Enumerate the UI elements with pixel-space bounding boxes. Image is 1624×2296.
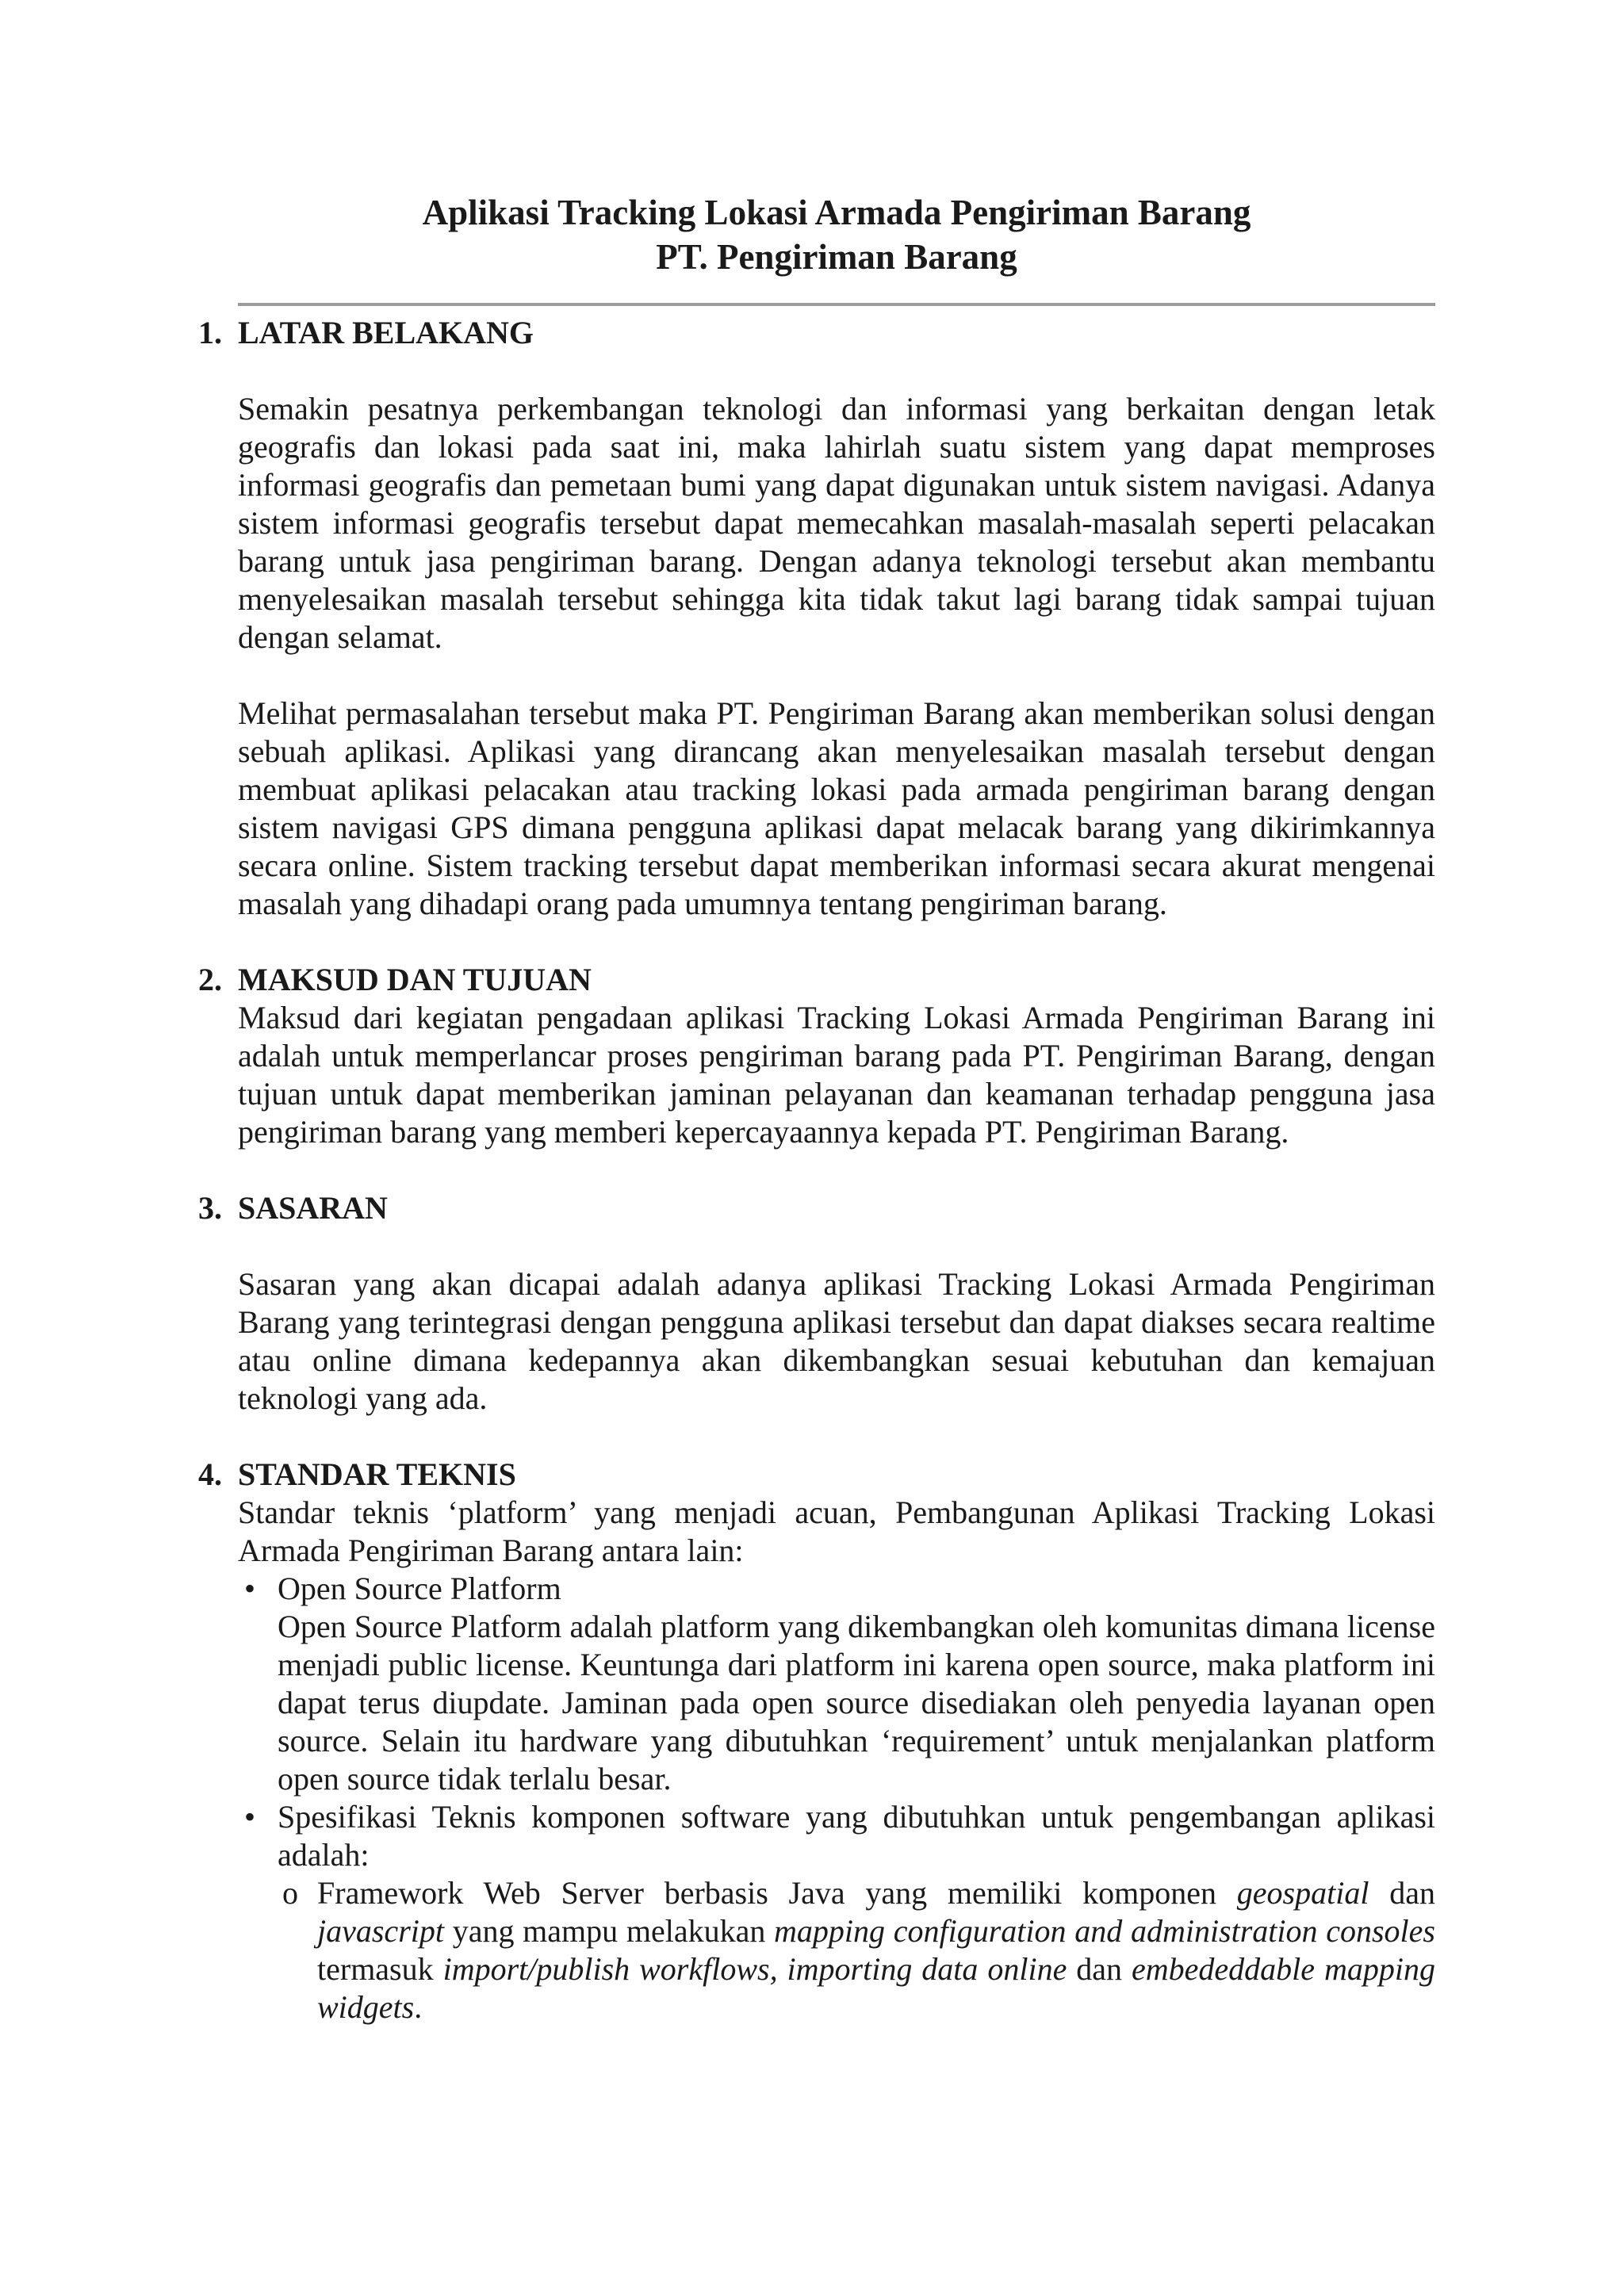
section-sasaran (198, 1189, 1435, 1418)
section-title: MAKSUD DAN TUJUAN (238, 962, 592, 997)
paragraph: Semakin pesatnya perkembangan teknologi dan informasi yang berkaitan dengan letak geografis dan lokasi pada saat ini, maka lahirlah suatu sistem yang dapat memproses informasi geografis dan pemetaan bumi yang dapat digunakan untuk sistem navigasi. Adanya sistem informasi geografis tersebut dapat memecahkan masalah-masalah seperti pelacakan barang untuk jasa pengiriman barang. Dengan adanya teknologi tersebut akan membantu menyelesaikan masalah tersebut sehingga kita tidak takut lagi barang tidak sampai tujuan dengan selamat. (238, 391, 1435, 655)
text-run: Framework Web Server berbasis Java yang memiliki komponen (317, 1875, 1237, 1911)
title-line-2: PT. Pengiriman Barang (656, 237, 1017, 277)
italic-term: embededdable mapping widgets (317, 1951, 1435, 2025)
paragraph: Standar teknis ‘platform’ yang menjadi acuan, Pembangunan Aplikasi Tracking Lokasi Armada Pengiriman Barang antara lain: (238, 1494, 1435, 1568)
paragraph: Melihat permasalahan tersebut maka PT. Pengiriman Barang akan memberikan solusi dengan sebuah aplikasi. Aplikasi yang dirancang akan menyelesaikan masalah tersebut dengan membuat aplikasi pelacakan atau tracking lokasi pada armada pengiriman barang dengan sistem navigasi GPS dimana pengguna aplikasi dapat melacak barang yang dikirimkannya secara online. Sistem tracking tersebut dapat memberikan informasi secara akurat mengenai masalah yang dihadapi orang pada umumnya tentang pengiriman barang. (238, 695, 1435, 921)
text-run: yang mampu melakukan (443, 1913, 775, 1949)
sub-bullet-marker: o (282, 1875, 298, 1911)
section-heading (198, 961, 1435, 999)
sub-list-item-text (317, 1874, 1435, 2026)
italic-term: javascript (317, 1913, 444, 1949)
sub-list-item (282, 1874, 1435, 2026)
section-maksud-dan-tujuan (198, 961, 1435, 1151)
section-number: 1. (198, 315, 222, 350)
section-number: 3. (198, 1190, 222, 1226)
bullet-marker: • (244, 1571, 256, 1606)
section-title: STANDAR TEKNIS (238, 1456, 516, 1492)
section-latar-belakang (198, 314, 1435, 923)
italic-term: mapping configuration and administration consoles (774, 1913, 1435, 1949)
text-run: termasuk (317, 1951, 443, 1987)
section-title: SASARAN (238, 1190, 388, 1226)
section-heading (198, 1456, 1435, 1494)
text-run: dan (1369, 1875, 1435, 1911)
bullet-marker: • (244, 1799, 256, 1835)
paragraph: Maksud dari kegiatan pengadaan aplikasi Tracking Lokasi Armada Pengiriman Barang ini adalah untuk memperlancar proses pengiriman barang pada PT. Pengiriman Barang, dengan tujuan untuk dapat memberikan jaminan pelayanan dan keamanan terhadap pengguna jasa pengiriman barang yang memberi kepercayaannya kepada PT. Pengiriman Barang. (238, 1000, 1435, 1150)
title-line-1: Aplikasi Tracking Lokasi Armada Pengiriman Barang (422, 193, 1251, 232)
list-item-title: Open Source Platform (278, 1571, 561, 1606)
title-divider (238, 303, 1435, 306)
list-item-title: Spesifikasi Teknis komponen software yang dibutuhkan untuk pengembangan aplikasi adalah: (278, 1799, 1435, 1873)
italic-term: import/publish workflows, importing data online (442, 1951, 1067, 1987)
section-standar-teknis (198, 1456, 1435, 2026)
document-page (198, 190, 1435, 2026)
text-run: dan (1067, 1951, 1132, 1987)
list-item-text: Open Source Platform adalah platform yang dikembangkan oleh komunitas dimana license menjadi public license. Keuntunga dari platform ini karena open source, maka platform ini dapat terus diupdate. Jaminan pada open source disediakan oleh penyedia layanan open source. Selain itu hardware yang dibutuhkan ‘requirement’ untuk menjalankan platform open source tidak terlalu besar. (278, 1609, 1435, 1797)
italic-term: geospatial (1236, 1875, 1369, 1911)
section-heading (198, 1189, 1435, 1227)
paragraph: Sasaran yang akan dicapai adalah adanya aplikasi Tracking Lokasi Armada Pengiriman Barang yang terintegrasi dengan pengguna aplikasi tersebut dan dapat diakses secara realtime atau online dimana kedepannya akan dikembangkan sesuai kebutuhan dan kemajuan teknologi yang ada. (238, 1266, 1435, 1416)
section-title: LATAR BELAKANG (238, 315, 534, 350)
section-number: 2. (198, 962, 222, 997)
text-run: . (414, 1989, 423, 2025)
section-heading (198, 314, 1435, 352)
list-item (244, 1798, 1435, 1874)
section-number: 4. (198, 1456, 222, 1492)
document-title (238, 190, 1435, 279)
list-item (244, 1570, 1435, 1798)
